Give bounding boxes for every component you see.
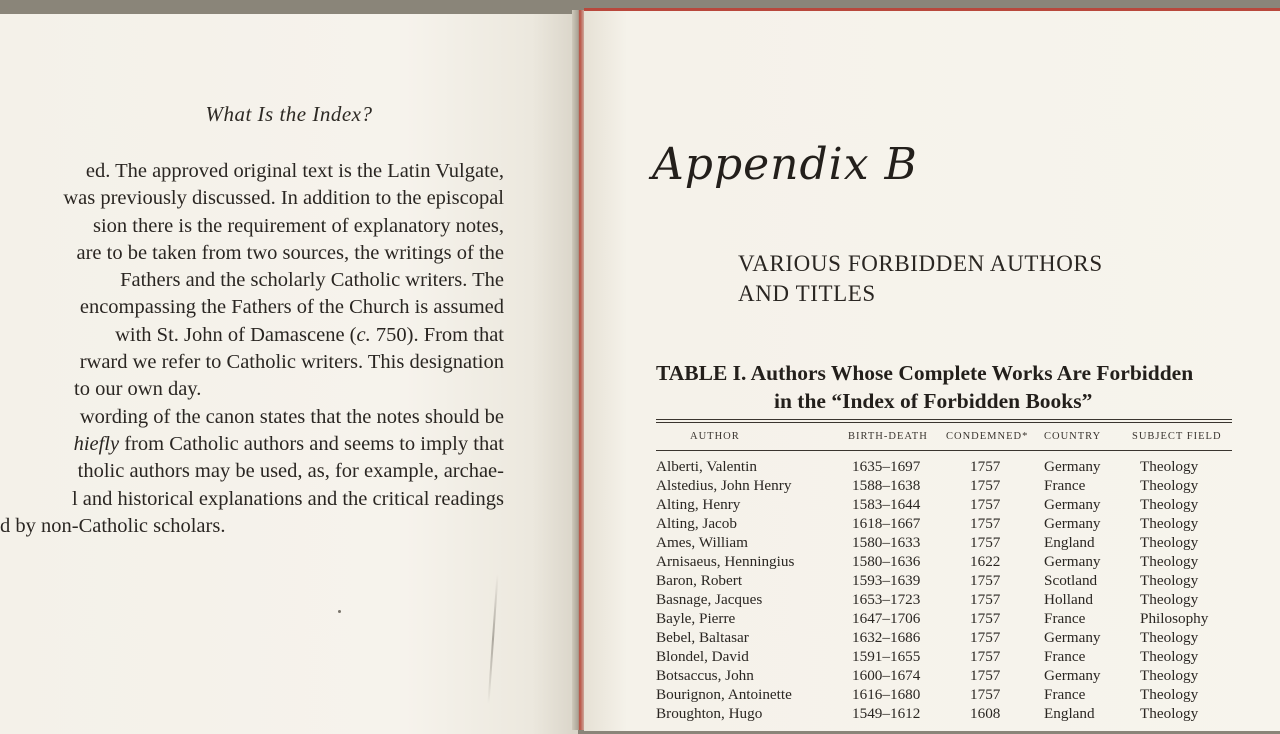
table-row: [656, 628, 1256, 647]
table-caption: [656, 359, 1236, 415]
cell-country: France: [1044, 610, 1086, 627]
text-line: wording of the canon states that the notes should be: [79, 405, 504, 428]
column-header-author: AUTHOR: [690, 431, 740, 442]
cell-country: France: [1044, 648, 1086, 665]
paper-speck: [338, 610, 341, 613]
cell-subject: Theology: [1140, 667, 1199, 684]
cell-country: Germany: [1044, 515, 1101, 532]
cell-birth-death: 1588–1638: [852, 477, 921, 494]
cell-subject: Theology: [1140, 648, 1199, 665]
cell-country: France: [1044, 477, 1086, 494]
table-row: [656, 590, 1256, 609]
text-line: [0, 322, 504, 349]
table-row: [656, 552, 1256, 571]
text-line: [0, 431, 504, 458]
cell-condemned: 1757: [970, 496, 1001, 513]
cell-author: Alberti, Valentin: [656, 458, 757, 475]
cell-author: Ames, William: [656, 534, 748, 551]
section-title: [738, 249, 1218, 309]
cell-author: Alting, Jacob: [656, 515, 737, 532]
cell-subject: Theology: [1140, 686, 1199, 703]
cell-subject: Theology: [1140, 591, 1199, 608]
cell-author: Blondel, David: [656, 648, 749, 665]
cell-birth-death: 1600–1674: [852, 667, 921, 684]
table-row: [656, 704, 1256, 723]
cell-condemned: 1757: [970, 515, 1001, 532]
cell-country: England: [1044, 705, 1095, 722]
table-rule: [656, 450, 1232, 451]
cell-author: Basnage, Jacques: [656, 591, 763, 608]
cell-birth-death: 1580–1633: [852, 534, 921, 551]
cell-condemned: 1757: [970, 629, 1001, 646]
cell-birth-death: 1549–1612: [852, 705, 921, 722]
cell-country: Holland: [1044, 591, 1093, 608]
cell-condemned: 1608: [970, 705, 1001, 722]
cell-subject: Theology: [1140, 534, 1199, 551]
cell-subject: Theology: [1140, 477, 1199, 494]
cell-country: England: [1044, 534, 1095, 551]
cell-country: Germany: [1044, 629, 1101, 646]
text-fragment: from Catholic authors and seems to imply that: [119, 432, 504, 455]
italic-fragment: c.: [356, 323, 371, 346]
column-header-country: COUNTRY: [1044, 431, 1102, 442]
cell-condemned: 1757: [970, 458, 1001, 475]
cell-birth-death: 1635–1697: [852, 458, 921, 475]
column-header-birth-death: BIRTH-DEATH: [848, 431, 928, 442]
cell-subject: Theology: [1140, 515, 1199, 532]
table-row: [656, 533, 1256, 552]
table-rule: [656, 419, 1232, 420]
table-row: [656, 666, 1256, 685]
cell-country: Germany: [1044, 458, 1101, 475]
table-row: [656, 495, 1256, 514]
cell-author: Baron, Robert: [656, 572, 743, 589]
table-row: [656, 609, 1256, 628]
cell-condemned: 1757: [970, 572, 1001, 589]
cell-subject: Theology: [1140, 496, 1199, 513]
text-fragment: 750). From that: [370, 323, 504, 346]
cell-condemned: 1757: [970, 610, 1001, 627]
table-row: [656, 685, 1256, 704]
cell-condemned: 1757: [970, 477, 1001, 494]
text-line: was previously discussed. In addition to the episcopal: [63, 187, 504, 210]
cell-condemned: 1757: [970, 534, 1001, 551]
cell-author: Botsaccus, John: [656, 667, 754, 684]
text-fragment: with St. John of Damascene (: [115, 323, 357, 346]
cell-birth-death: 1618–1667: [852, 515, 921, 532]
cell-birth-death: 1591–1655: [852, 648, 921, 665]
cell-subject: Theology: [1140, 458, 1199, 475]
cell-author: Bayle, Pierre: [656, 610, 736, 627]
cell-subject: Theology: [1140, 629, 1199, 646]
cell-subject: Theology: [1140, 572, 1199, 589]
table-row: [656, 457, 1256, 476]
left-page: [0, 14, 578, 734]
cell-condemned: 1757: [970, 667, 1001, 684]
column-header-subject: SUBJECT FIELD: [1132, 431, 1222, 442]
text-line: sion there is the requirement of explanatory notes,: [92, 214, 504, 237]
appendix-title: Appendix B: [652, 139, 918, 190]
table-caption-line: in the “Index of Forbidden Books”: [774, 389, 1093, 413]
text-line: Fathers and the scholarly Catholic writers. The: [120, 269, 504, 292]
table-row: [656, 514, 1256, 533]
cell-country: France: [1044, 686, 1086, 703]
column-header-condemned: CONDEMNED*: [946, 431, 1029, 442]
cell-author: Broughton, Hugo: [656, 705, 763, 722]
cell-birth-death: 1593–1639: [852, 572, 921, 589]
text-line: d by non-Catholic scholars.: [0, 514, 226, 537]
cell-country: Germany: [1044, 667, 1101, 684]
table-row: [656, 571, 1256, 590]
section-title-line: VARIOUS FORBIDDEN AUTHORS: [738, 251, 1103, 276]
cell-birth-death: 1616–1680: [852, 686, 921, 703]
cell-condemned: 1757: [970, 648, 1001, 665]
table-caption-line: TABLE I. Authors Whose Complete Works Are Forbidden: [656, 361, 1194, 385]
cell-country: Germany: [1044, 496, 1101, 513]
cell-author: Bebel, Baltasar: [656, 629, 749, 646]
table-row: [656, 476, 1256, 495]
text-line: are to be taken from two sources, the writings of the: [76, 241, 504, 264]
cell-author: Arnisaeus, Henningius: [656, 553, 795, 570]
cell-condemned: 1757: [970, 591, 1001, 608]
section-title-line: AND TITLES: [738, 281, 876, 306]
body-text: [0, 158, 504, 540]
text-line: rward we refer to Catholic writers. This designation: [79, 351, 504, 374]
cell-birth-death: 1583–1644: [852, 496, 921, 513]
text-line: encompassing the Fathers of the Church is assumed: [79, 296, 504, 319]
table-body: [656, 457, 1256, 723]
cell-subject: Theology: [1140, 705, 1199, 722]
right-page: [584, 8, 1280, 731]
page-crease: [487, 574, 498, 704]
cell-subject: Theology: [1140, 553, 1199, 570]
text-line: to our own day.: [74, 378, 202, 401]
italic-fragment: hiefly: [73, 432, 120, 455]
cell-birth-death: 1653–1723: [852, 591, 921, 608]
cell-author: Bourignon, Antoinette: [656, 686, 792, 703]
cell-condemned: 1757: [970, 686, 1001, 703]
cell-author: Alstedius, John Henry: [656, 477, 792, 494]
cell-subject: Philosophy: [1140, 610, 1209, 627]
text-line: ed. The approved original text is the Latin Vulgate,: [85, 160, 504, 182]
running-head: What Is the Index?: [205, 102, 373, 126]
cell-condemned: 1622: [970, 553, 1001, 570]
table-rule: [656, 422, 1232, 423]
cell-author: Alting, Henry: [656, 496, 741, 513]
cell-country: Scotland: [1044, 572, 1098, 589]
text-line: tholic authors may be used, as, for example, archae-: [77, 460, 504, 483]
text-line: l and historical explanations and the critical readings: [71, 487, 504, 510]
cell-birth-death: 1632–1686: [852, 629, 921, 646]
cell-birth-death: 1647–1706: [852, 610, 921, 627]
cell-country: Germany: [1044, 553, 1101, 570]
table-row: [656, 647, 1256, 666]
cell-birth-death: 1580–1636: [852, 553, 921, 570]
